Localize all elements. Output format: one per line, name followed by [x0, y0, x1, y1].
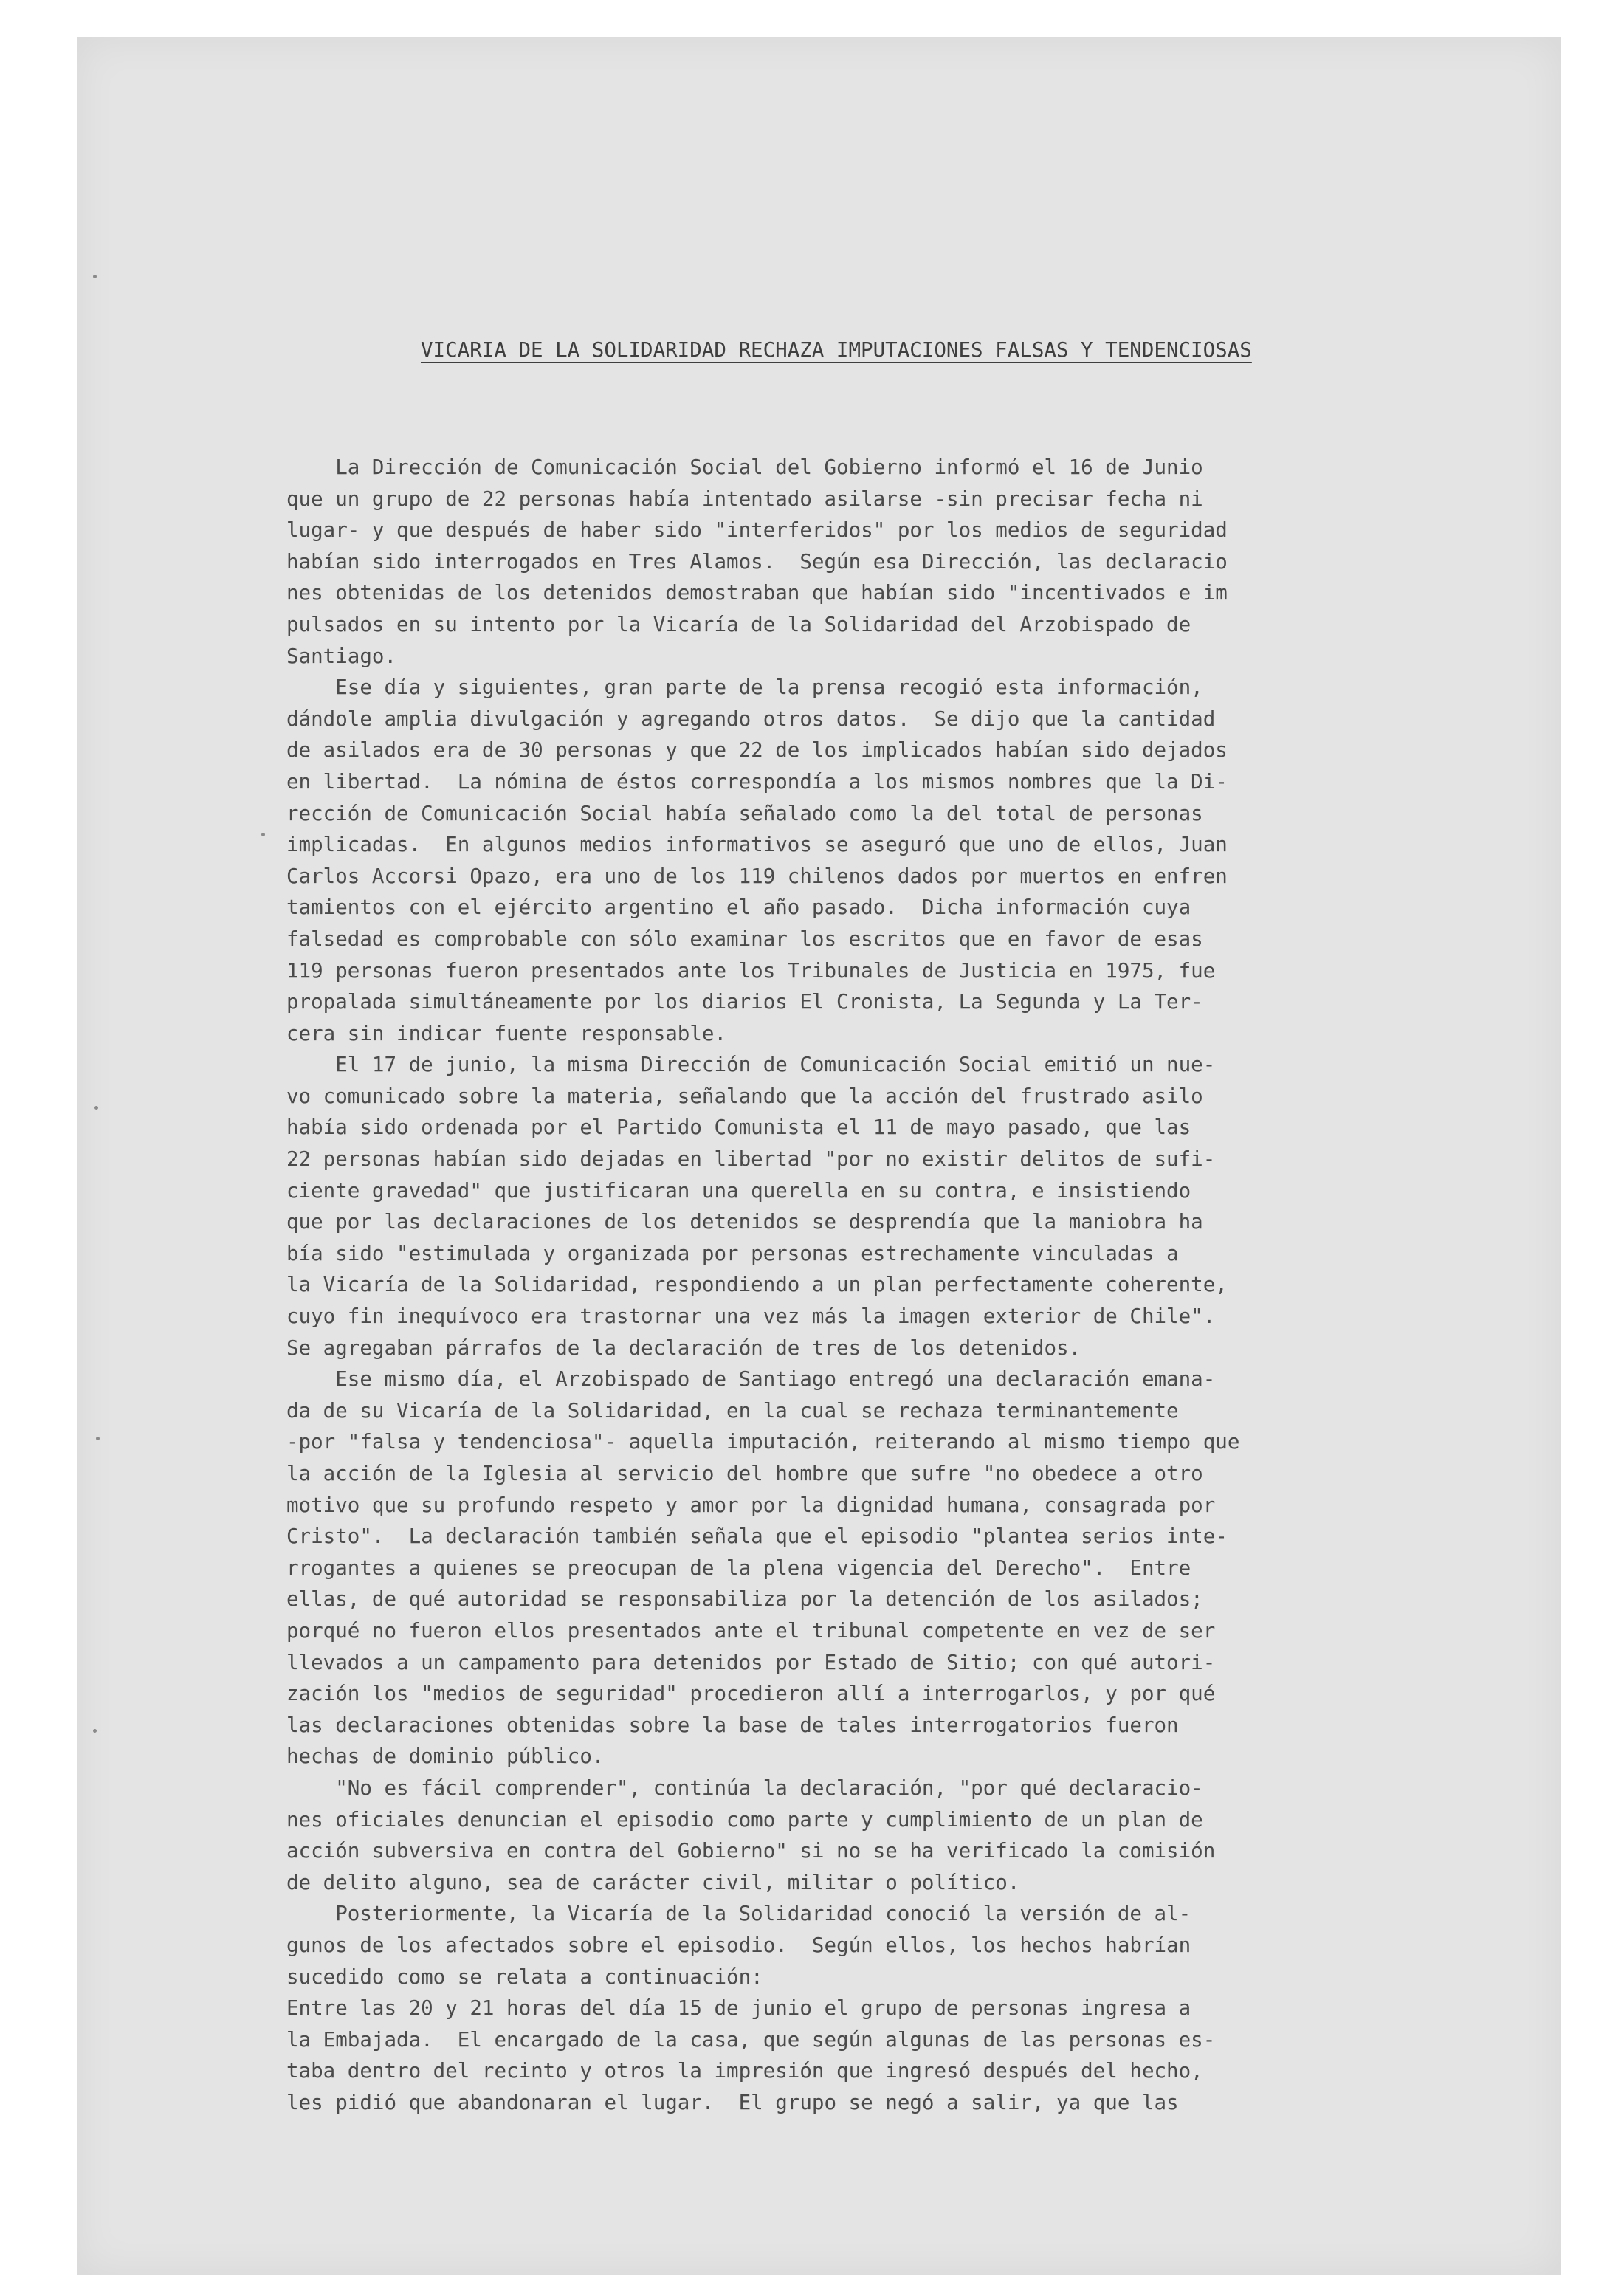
- text-line: motivo que su profundo respeto y amor por la dignidad humana, consagrada por: [286, 1493, 1216, 1517]
- text-line: Ese día y siguientes, gran parte de la prensa recogió esta información,: [286, 676, 1203, 700]
- text-line: de asilados era de 30 personas y que 22 de los implicados habían sido dejados: [286, 738, 1228, 763]
- text-line: cera sin indicar fuente responsable.: [286, 1021, 727, 1045]
- text-line: Cristo". La declaración también señala que el episodio "plantea serios inte-: [286, 1525, 1228, 1549]
- text-line: en libertad. La nómina de éstos correspondía a los mismos nombres que la Di-: [286, 769, 1228, 794]
- text-line: ciente gravedad" que justificaran una querella en su contra, e insistiendo: [286, 1178, 1191, 1203]
- text-line: Carlos Accorsi Opazo, era uno de los 119 chilenos dados por muertos en enfren: [286, 864, 1228, 888]
- paper-speck: [93, 275, 97, 278]
- document-title: VICARIA DE LA SOLIDARIDAD RECHAZA IMPUTACIONES FALSAS Y TENDENCIOSAS: [421, 338, 1252, 362]
- text-line: la acción de la Iglesia al servicio del hombre que sufre "no obedece a otro: [286, 1462, 1203, 1485]
- text-line: Se agregaban párrafos de la declaración de tres de los detenidos.: [286, 1336, 1081, 1360]
- text-line: tamientos con el ejército argentino el año pasado. Dicha información cuya: [286, 896, 1191, 920]
- text-line: ellas, de qué autoridad se responsabiliza por la detención de los asilados;: [286, 1587, 1203, 1612]
- text-line: hechas de dominio público.: [286, 1745, 605, 1769]
- paper-speck: [94, 1106, 98, 1110]
- text-line: pulsados en su intento por la Vicaría de la Solidaridad del Arzobispado de: [286, 612, 1191, 636]
- paper-speck: [261, 833, 265, 836]
- text-line: implicadas. En algunos medios informativos se aseguró que uno de ellos, Juan: [286, 833, 1228, 857]
- text-line: que por las declaraciones de los detenidos se desprendía que la maniobra ha: [286, 1210, 1203, 1234]
- text-line: Posteriormente, la Vicaría de la Solidaridad conoció la versión de al-: [286, 1902, 1191, 1926]
- text-line: taba dentro del recinto y otros la impresión que ingresó después del hecho,: [286, 2059, 1203, 2083]
- text-line: vo comunicado sobre la materia, señalando que la acción del frustrado asilo: [286, 1084, 1203, 1108]
- text-line: lugar- y que después de haber sido "interferidos" por los medios de seguridad: [286, 518, 1228, 543]
- text-line: llevados a un campamento para detenidos por Estado de Sitio; con qué autori-: [286, 1650, 1216, 1674]
- text-line: La Dirección de Comunicación Social del Gobierno informó el 16 de Junio: [286, 456, 1203, 479]
- text-line: les pidió que abandonaran el lugar. El grupo se negó a salir, ya que las: [286, 2090, 1179, 2114]
- text-line: Ese mismo día, el Arzobispado de Santiago entregó una declaración emana-: [286, 1367, 1216, 1392]
- text-line: porqué no fueron ellos presentados ante el tribunal competente en vez de ser: [286, 1618, 1216, 1643]
- text-line: la Vicaría de la Solidaridad, respondiendo a un plan perfectamente coherente,: [286, 1273, 1228, 1297]
- text-line: gunos de los afectados sobre el episodio. Según ellos, los hechos habrían: [286, 1933, 1191, 1957]
- text-line: El 17 de junio, la misma Dirección de Comunicación Social emitió un nue-: [286, 1053, 1216, 1077]
- text-line: las declaraciones obtenidas sobre la base de tales interrogatorios fueron: [286, 1713, 1179, 1737]
- text-line: nes oficiales denuncian el episodio como parte y cumplimiento de un plan de: [286, 1807, 1203, 1832]
- text-line: bía sido "estimulada y organizada por personas estrechamente vinculadas a: [286, 1241, 1179, 1265]
- text-line: 22 personas habían sido dejadas en libertad "por no existir delitos de sufi-: [286, 1147, 1216, 1172]
- text-line: propalada simultáneamente por los diarios El Cronista, La Segunda y La Ter-: [286, 990, 1203, 1014]
- text-line: de delito alguno, sea de carácter civil, militar o político.: [286, 1870, 1020, 1894]
- text-line: falsedad es comprobable con sólo examinar los escritos que en favor de esas: [286, 927, 1203, 951]
- text-line: 119 personas fueron presentados ante los Tribunales de Justicia en 1975, fue: [286, 958, 1216, 983]
- text-line: cuyo fin inequívoco era trastornar una vez más la imagen exterior de Chile".: [286, 1305, 1216, 1329]
- text-line: Santiago.: [286, 644, 397, 668]
- text-line: nes obtenidas de los detenidos demostraban que habían sido "incentivados e im: [286, 581, 1228, 605]
- text-line: dándole amplia divulgación y agregando otros datos. Se dijo que la cantidad: [286, 707, 1216, 731]
- text-line: -por "falsa y tendenciosa"- aquella imputación, reiterando al mismo tiempo que: [286, 1430, 1240, 1454]
- text-line: habían sido interrogados en Tres Alamos. Según esa Dirección, las declaracio: [286, 549, 1228, 574]
- paper-speck: [96, 1437, 100, 1440]
- text-line: rrogantes a quienes se preocupan de la plena vigencia del Derecho". Entre: [286, 1556, 1191, 1580]
- text-line: zación los "medios de seguridad" procedieron allí a interrogarlos, y por qué: [286, 1682, 1216, 1706]
- paper-speck: [93, 1729, 97, 1733]
- text-line: había sido ordenada por el Partido Comunista el 11 de mayo pasado, que las: [286, 1116, 1191, 1140]
- text-line: la Embajada. El encargado de la casa, que según algunas de las personas es-: [286, 2027, 1216, 2052]
- text-line: sucedido como se relata a continuación:: [286, 1965, 763, 1989]
- document-body: [286, 452, 1468, 2118]
- text-line: "No es fácil comprender", continúa la declaración, "por qué declaracio-: [286, 1776, 1203, 1800]
- text-line: acción subversiva en contra del Gobierno" si no se ha verificado la comisión: [286, 1839, 1216, 1863]
- text-line: rección de Comunicación Social había señalado como la del total de personas: [286, 801, 1203, 825]
- text-line: da de su Vicaría de la Solidaridad, en la cual se rechaza terminantemente: [286, 1398, 1179, 1423]
- text-line: que un grupo de 22 personas había intentado asilarse -sin precisar fecha ni: [286, 487, 1203, 511]
- text-line: Entre las 20 y 21 horas del día 15 de junio el grupo de personas ingresa a: [286, 1996, 1191, 2021]
